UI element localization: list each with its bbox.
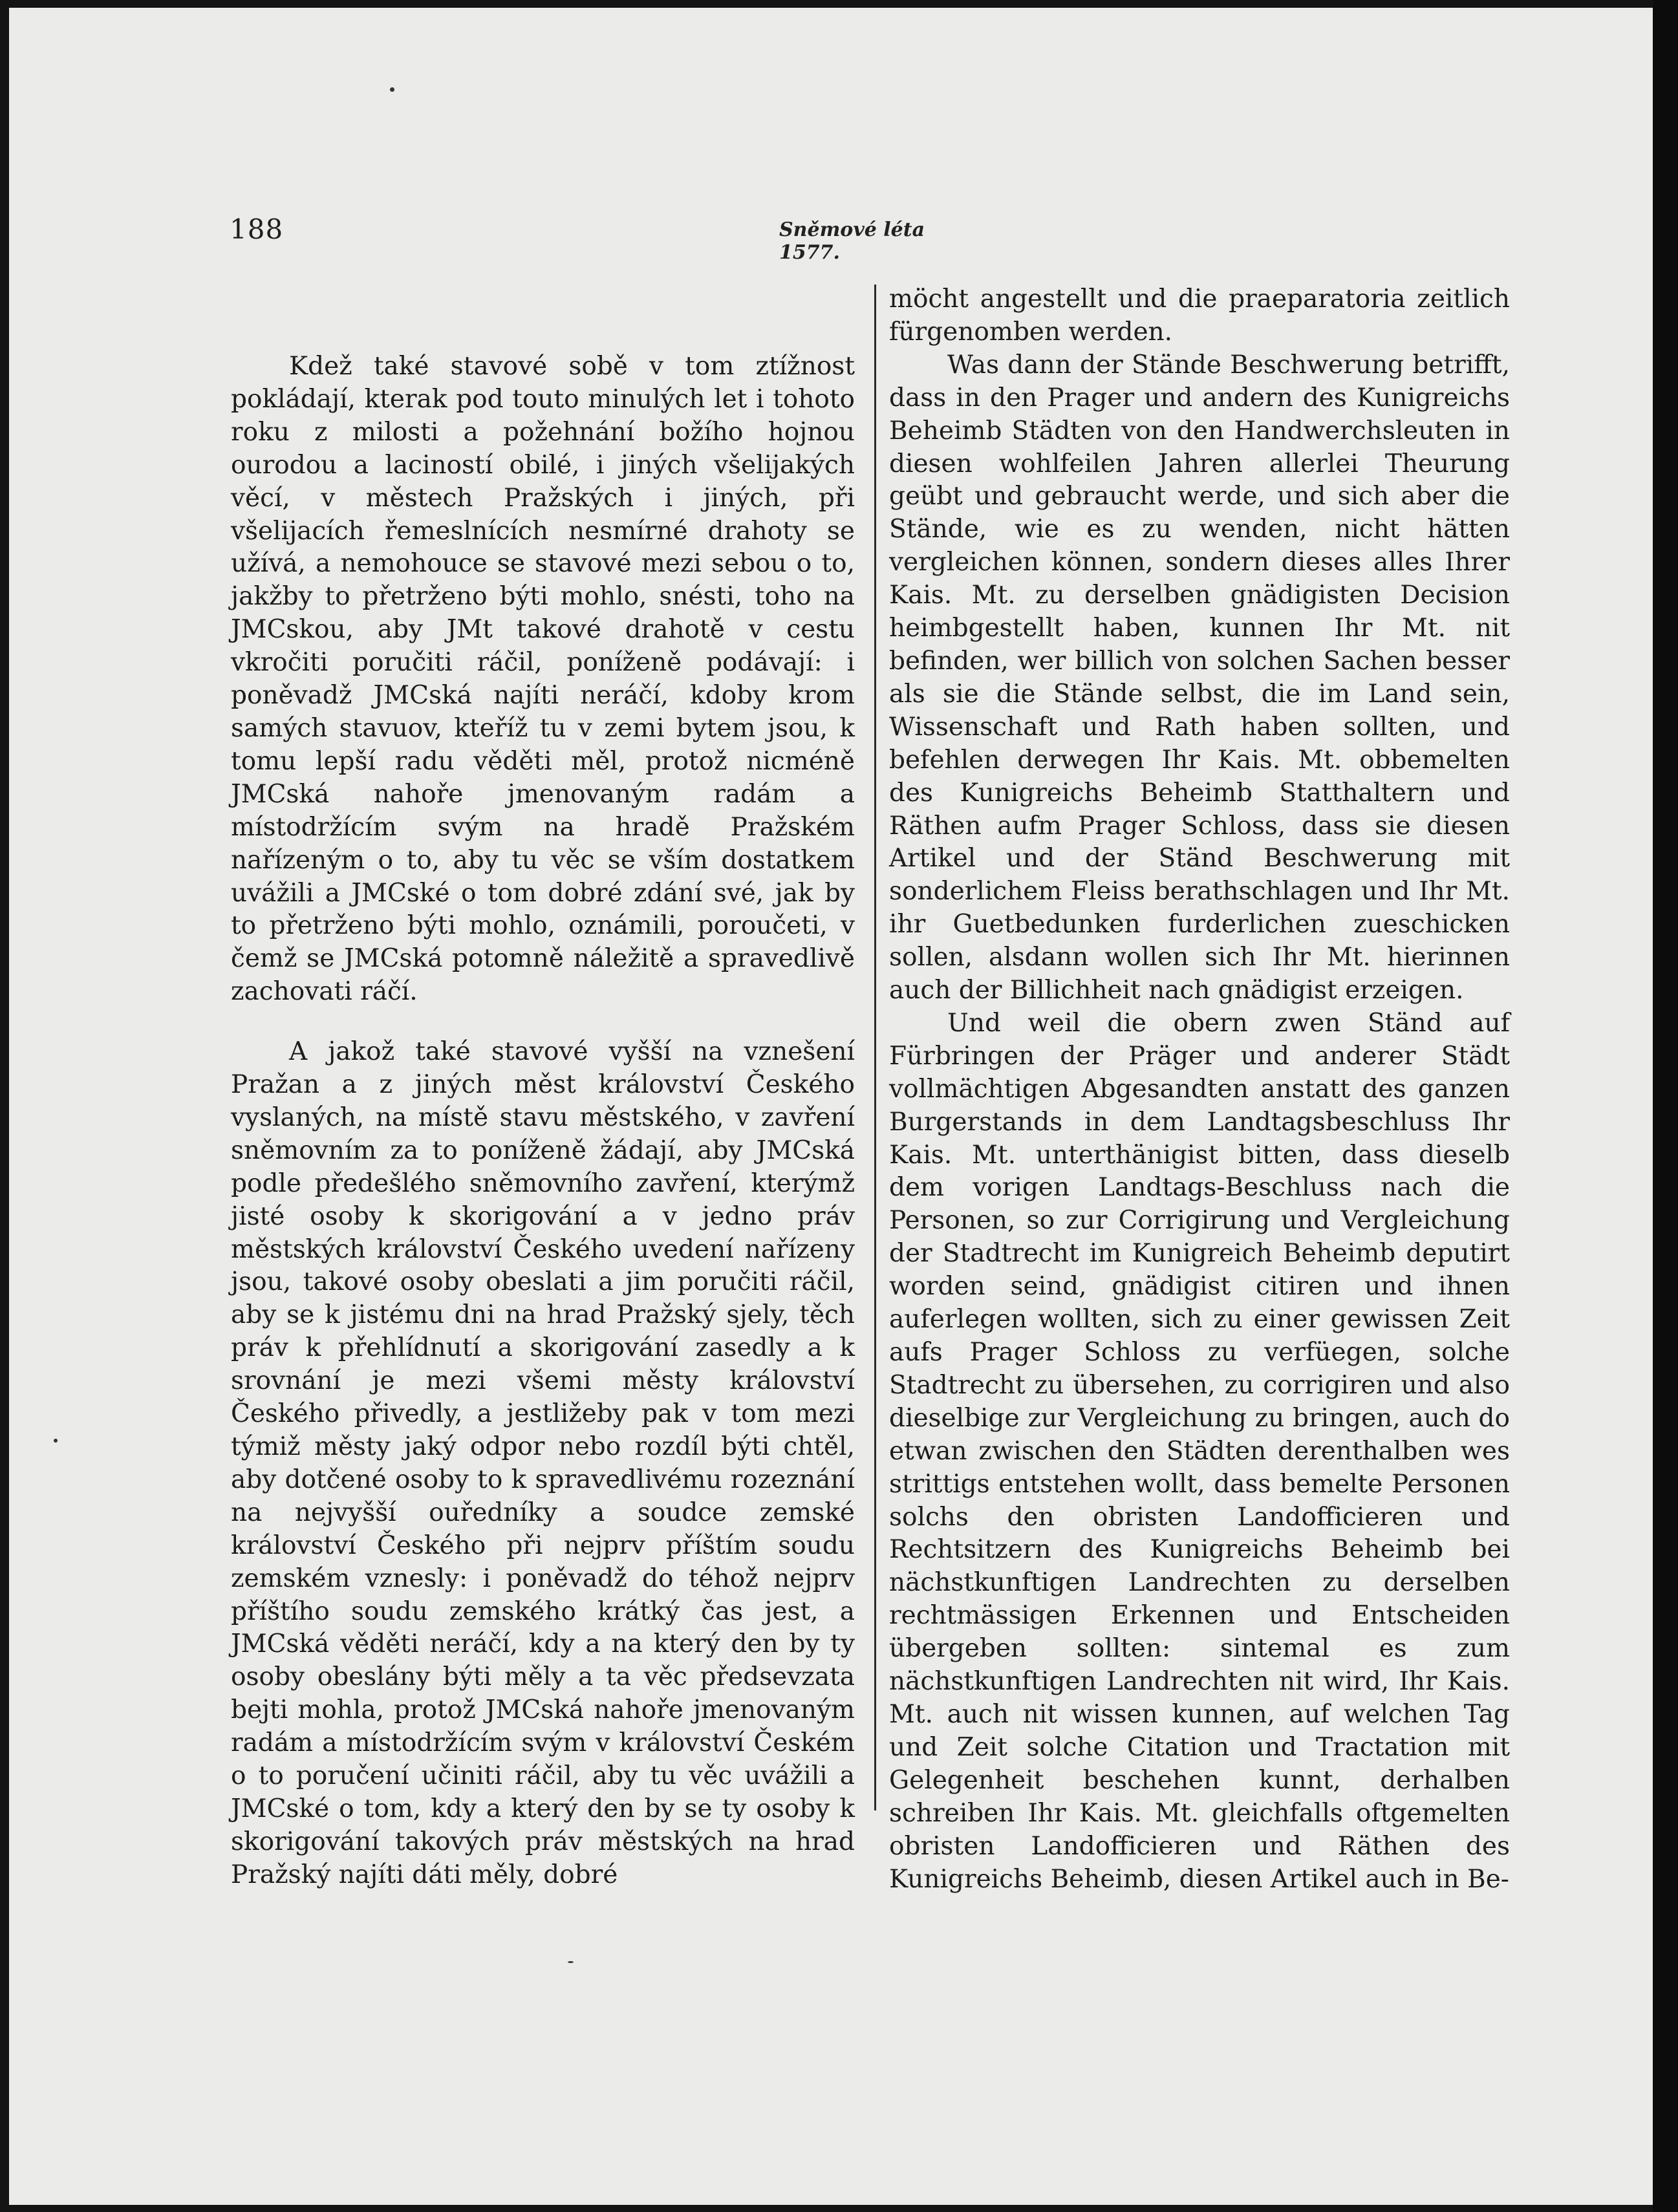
scan-speck <box>390 87 394 92</box>
page-number: 188 <box>230 213 284 245</box>
left-column-czech <box>231 350 855 1892</box>
scan-speck <box>568 1961 574 1963</box>
scan-border-right <box>1653 0 1678 2212</box>
paragraph: möcht angestellt und die praeparatoria zeitlich fürgenomben werden. <box>889 285 1510 347</box>
column-divider <box>874 285 876 1810</box>
paragraph: Was dann der Stände Beschwerung betrifft, dass in den Prager und andern des Kunigreichs Beheimb Städten von den Handwerchsleuten in diesen wohlfeilen Jahren allerlei Theurung geübt und gebraucht werde, und sich aber die Stände, wie es zu wenden, nicht hätten vergleichen können, sondern dieses alles Ihrer Kais. Mt. zu derselben gnädigisten Decision heimbgestellt haben, kunnen Ihr Mt. nit befinden, wer billich von solchen Sachen besser als sie die Stände selbst, die im Land sein, Wissenschaft und Rath haben sollten, und befehlen derwegen Ihr Kais. Mt. obbemelten des Kunigreichs Beheimb Statthaltern und Räthen aufm Prager Schloss, dass sie diesen Artikel und der Ständ Beschwerung mit sonderlichem Fleiss berathschlagen und Ihr Mt. ihr Guetbedunken furderlichen zueschicken sollen, alsdann wollen sich Ihr Mt. hierinnen auch der Billichheit nach gnädigist erzeigen. <box>889 350 1510 1005</box>
paragraph: A jakož také stavové vyšší na vznešení Pražan a z jiných měst království Českého vyslaných, na místě stavu městského, v zavření sněmovním za to poníženě žádají, aby JMCská podle předešlého sněmovního zavření, kterýmž jisté osoby k skorigování a v jedno práv městských království Českého uvedení nařízeny jsou, takové osoby obeslati a jim poručiti ráčil, aby se k jistému dni na hrad Pražský sjely, těch práv k přehlídnutí a skorigování zasedly a k srovnání je mezi všemi městy království Českého přivedly, a jestližeby pak v tom mezi týmiž městy jaký odpor nebo rozdíl býti chtěl, aby dotčené osoby to k spravedlivému rozeznání na nejvyšší ouředníky a soudce zemské království Českého při nejprv příštím soudu zemském vznesly: i poněvadž do téhož nejprv příštího soudu zemského krátký čas jest, a JMCská věděti neráčí, kdy a na který den by ty osoby obeslány býti měly a ta věc předsevzata bejti mohla, protož JMCská nahoře jmenovaným radám a místodržícím svým v království Českém o to poručení učiniti ráčil, aby tu věc uvážili a JMCské o tom, kdy a který den by se ty osoby k skorigování takových práv městských na hrad Pražský najíti dáti měly, dobré <box>231 1037 855 1889</box>
page-header <box>230 213 973 264</box>
running-title: Sněmové léta 1577. <box>779 219 925 264</box>
paragraph: Kdež také stavové sobě v tom ztížnost pokládají, kterak pod touto minulých let i tohoto roku z milosti a požehnání božího hojnou ourodou a laciností obilé, i jiných všelijakých věcí, v městech Pražských i jiných, při všelijacích řemeslnících nesmírné drahoty se užívá, a nemohouce se stavové mezi sebou o to, jakžby to přetrženo býti mohlo, snésti, toho na JMCskou, aby JMt takové drahotě v cestu vkročiti poručiti ráčil, poníženě podávají: i poněvadž JMCská najíti neráčí, kdoby krom samých stavuov, kteříž tu v zemi bytem jsou, k tomu lepší radu věděti měl, protož nicméně JMCská nahoře jmenovaným radám a místodržícím svým na hradě Pražském nařízeným o to, aby tu věc se vším dostatkem uvážili a JMCské o tom dobré zdání své, jak by to přetrženo býti mohlo, oznámili, poroučeti, v čemž se JMCská potomně náležitě a spravedlivě zachovati ráčí. <box>231 352 855 1007</box>
right-column-german <box>889 283 1510 1896</box>
paragraph: Und weil die obern zwen Ständ auf Fürbringen der Präger und anderer Städt vollmächtigen Abgesandten anstatt des ganzen Burgerstands in dem Landtagsbeschluss Ihr Kais. Mt. unterthänigist bitten, dass dieselb dem vorigen Landtags-Beschluss nach die Personen, so zur Corrigirung und Vergleichung der Stadtrecht im Kunigreich Beheimb deputirt worden seind, gnädigist citiren und ihnen auferlegen wollten, sich zu einer gewissen Zeit aufs Prager Schloss zu verfüegen, solche Stadtrecht zu übersehen, zu corrigiren und also dieselbige zur Vergleichung zu bringen, auch do etwan zwischen den Städten derenthalben wes strittigs entstehen wollt, dass bemelte Personen solchs den obristen Landofficieren und Rechtsitzern des Kunigreichs Beheimb bei nächstkunftigen Landrechten zu derselben rechtmässigen Erkennen und Entscheiden übergeben sollten: sintemal es zum nächstkunftigen Landrechten nit wird, Ihr Kais. Mt. auch nit wissen kunnen, auf welchen Tag und Zeit solche Citation und Tractation mit Gelegenheit beschehen kunnt, derhalben schreiben Ihr Kais. Mt. gleichfalls oftgemelten obristen Landofficieren und Räthen des Kunigreichs Beheimb, diesen Artikel auch in Be- <box>889 1008 1510 1894</box>
scan-speck <box>54 1439 58 1443</box>
